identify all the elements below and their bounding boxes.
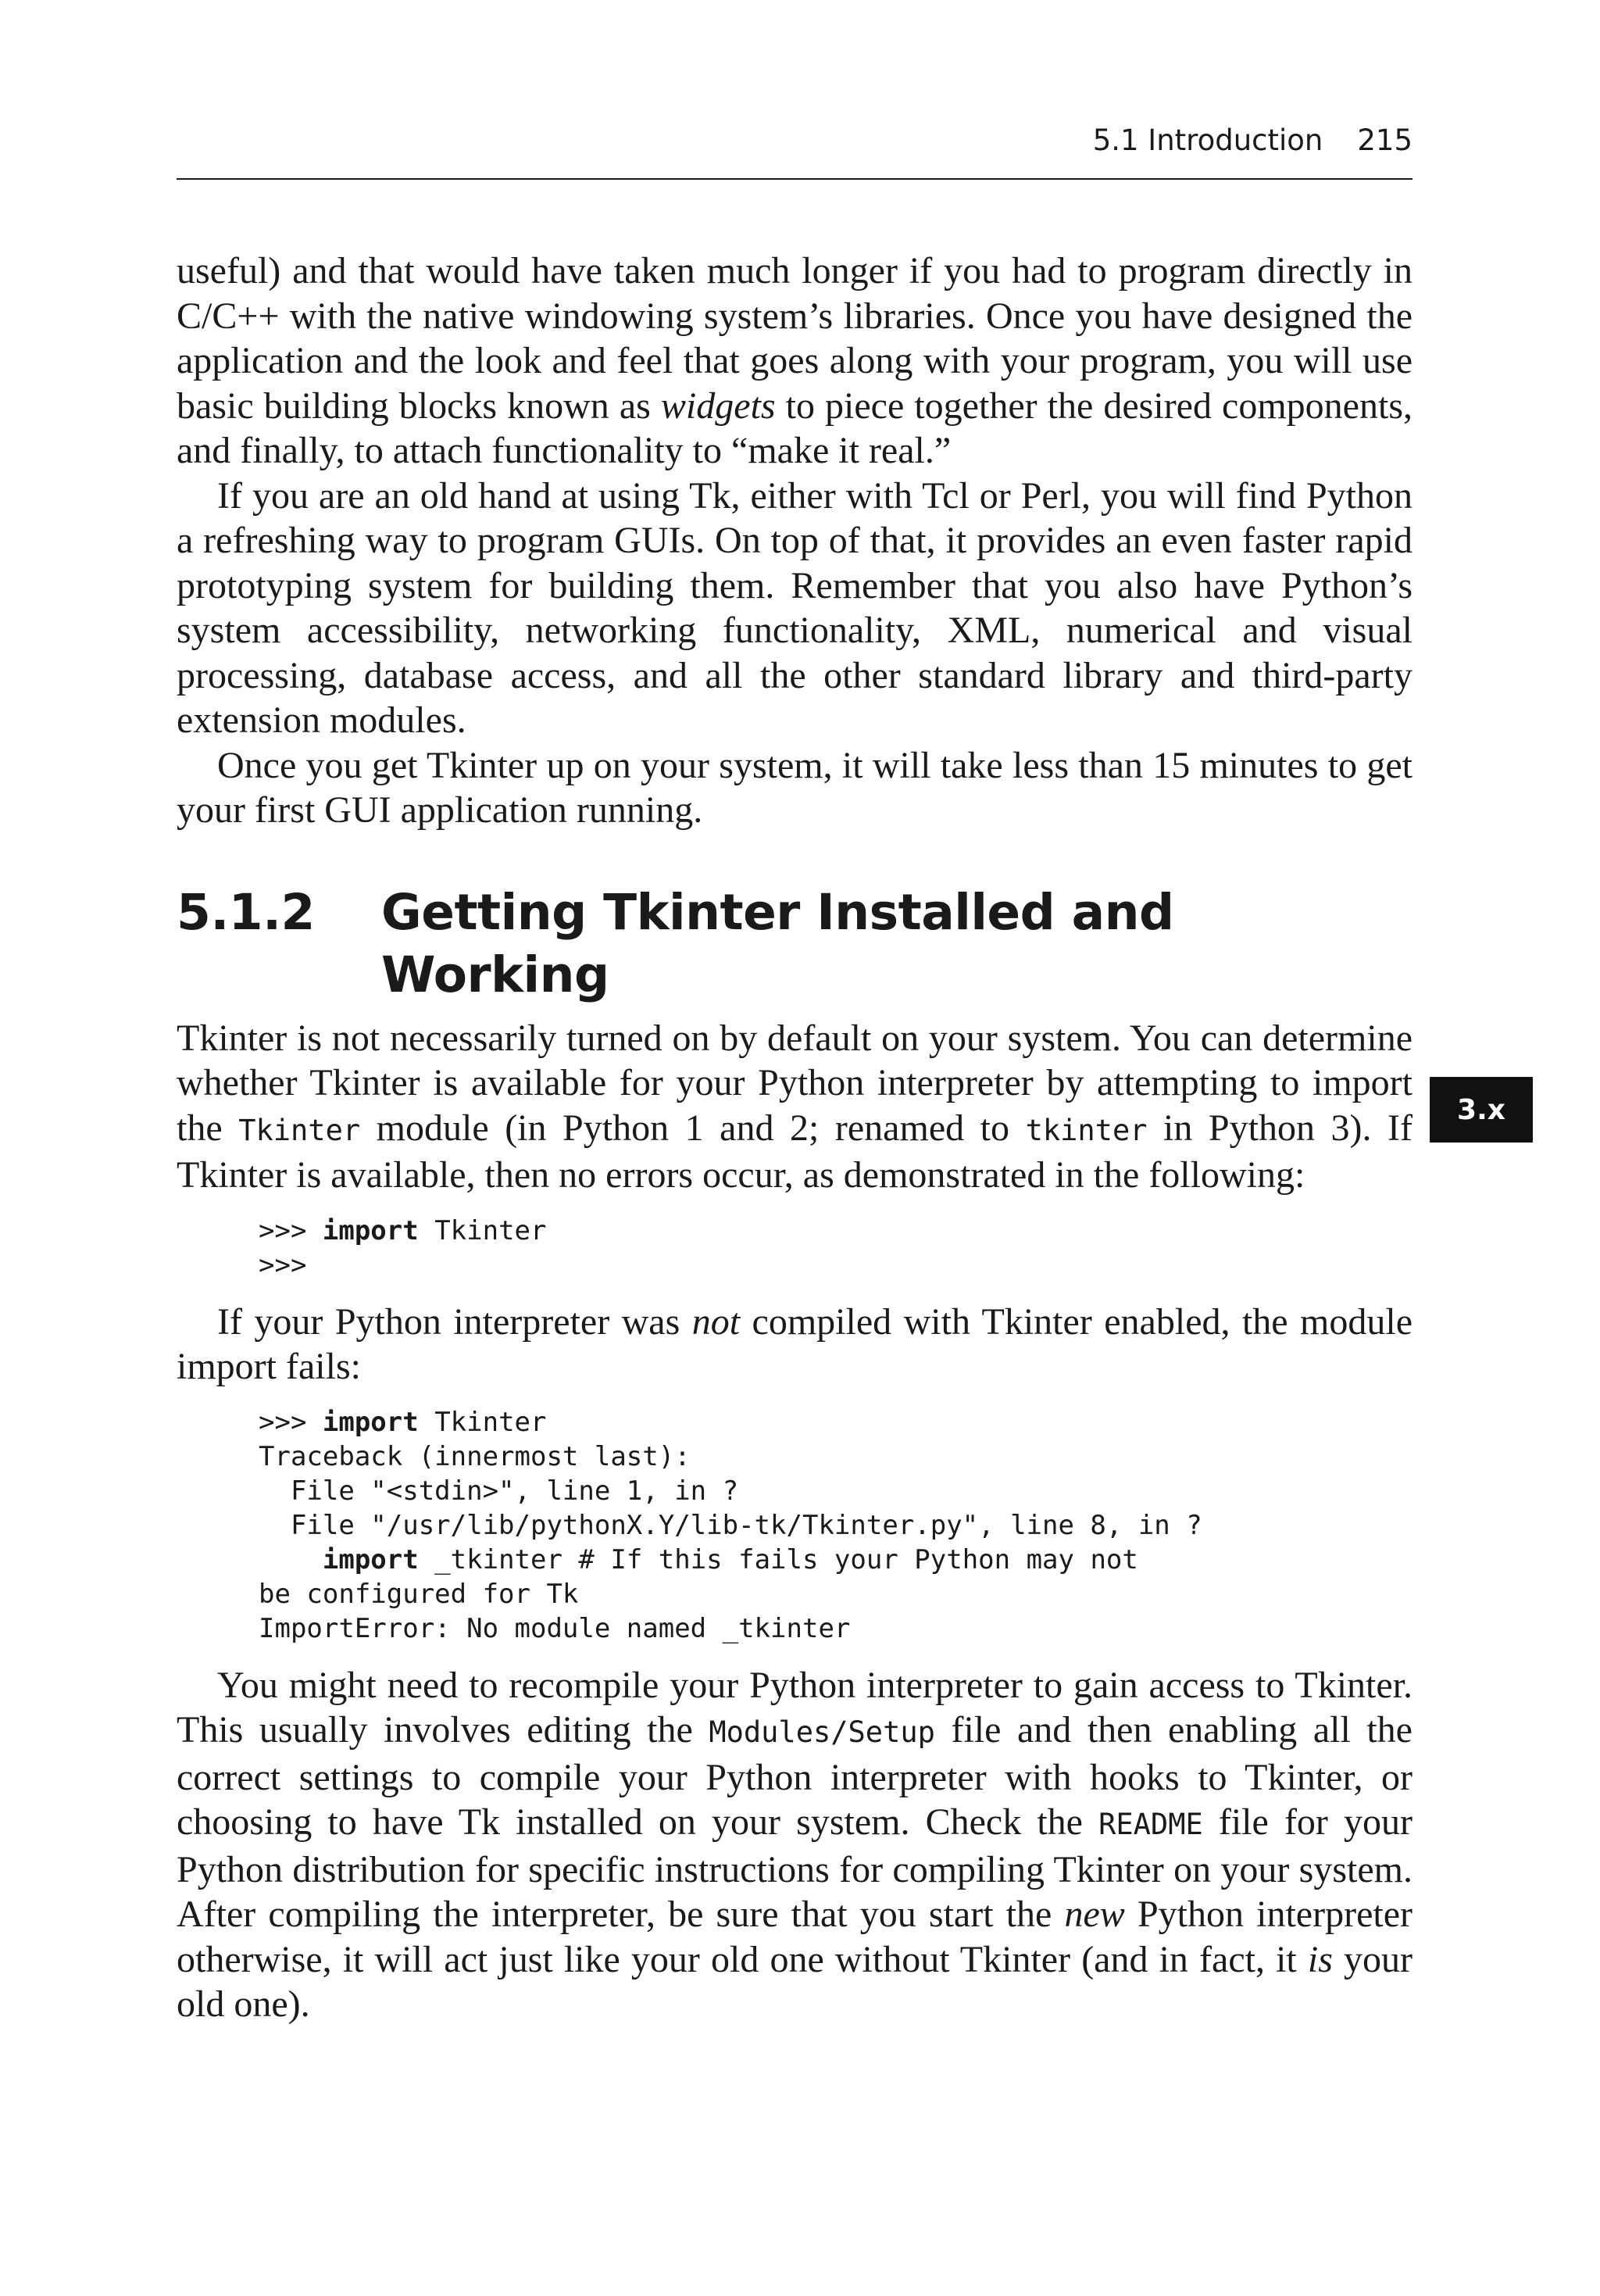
section-number: 5.1.2 [177,883,315,941]
section-heading [177,882,1412,1007]
emphasis-new: new [1064,1894,1125,1935]
page-body [177,249,1412,2027]
inline-code-modules-setup: Modules/Setup [709,1715,935,1749]
inline-code-Tkinter: Tkinter [238,1113,361,1147]
paragraph-check-tkinter: Tkinter is not necessarily turned on by default on your system. You can determine whether Tkinter is available for your Python interpreter by attempting to import the Tkinter module (in Python 1 and 2; renamed to tkinter in Python 3). If Tkinter is available, then no errors occur, as demonstrated in the following: [177,1017,1412,1196]
code-block-import-success: >>> import Tkinter >>> [259,1214,547,1281]
paragraph-import-fails: If your Python interpreter was not compiled with Tkinter enabled, the module import fails: [177,1300,1413,1387]
emphasis-widgets: widgets [660,384,776,427]
code-block-traceback: >>> import Tkinter Traceback (innermost last): File "<stdin>", line 1, in ? File "/usr/lib/pythonX.Y/lib-tk/Tkinter.py", line 8, in ? import _tkinter # If this fails your Python may not be configured for Tk ImportError: No module named _tkinter [259,1406,1202,1644]
emphasis-not: not [691,1300,741,1343]
paragraph-recompile: You might need to recompile your Python interpreter to gain access to Tkinter. This usually involves editing the Modules/Setup file and then enabling all the correct settings to compile your Python interpreter with hooks to Tkinter, or choosing to have Tk installed on your system. Check the README file for your Python distribution for specific instructions for compiling Tkinter on your system. After compiling the interpreter, be sure that you start the new Python interpreter otherwise, it will act just like your old one without Tkinter (and in fact, it is your old one). [177,1664,1413,2025]
page-number: 215 [1357,123,1412,157]
emphasis-is: is [1307,1938,1333,1980]
thumb-tab-label: 3.x [1457,1093,1505,1126]
inline-code-tkinter: tkinter [1025,1113,1148,1147]
chapter-thumb-tab [1430,1077,1533,1143]
section-title: Getting Tkinter Installed and Working [381,883,1174,1003]
running-header [177,123,1412,157]
inline-code-readme: README [1098,1808,1203,1841]
paragraph-setup-time: Once you get Tkinter up on your system, it will take less than 15 minutes to get your first GUI application running. [177,744,1412,831]
header-section-title: 5.1 Introduction [1092,123,1323,157]
paragraph-continuation: useful) and that would have taken much longer if you had to program directly in C/C++ with the native windowing system’s libraries. Once you have designed the application and the look and feel that goes along with your program, you will use basic building blocks known as widgets to piece together the desired components, and finally, to attach functionality to “make it real.” [177,250,1412,471]
paragraph-tk-users: If you are an old hand at using Tk, either with Tcl or Perl, you will find Python a refreshing way to program GUIs. On top of that, it provides an even faster rapid prototyping system for building them. Remember that you also have Python’s system accessibility, networking functionality, XML, numerical and visual processing, database access, and all the other standard library and third-party extension modules. [177,474,1412,741]
header-rule [177,178,1412,180]
